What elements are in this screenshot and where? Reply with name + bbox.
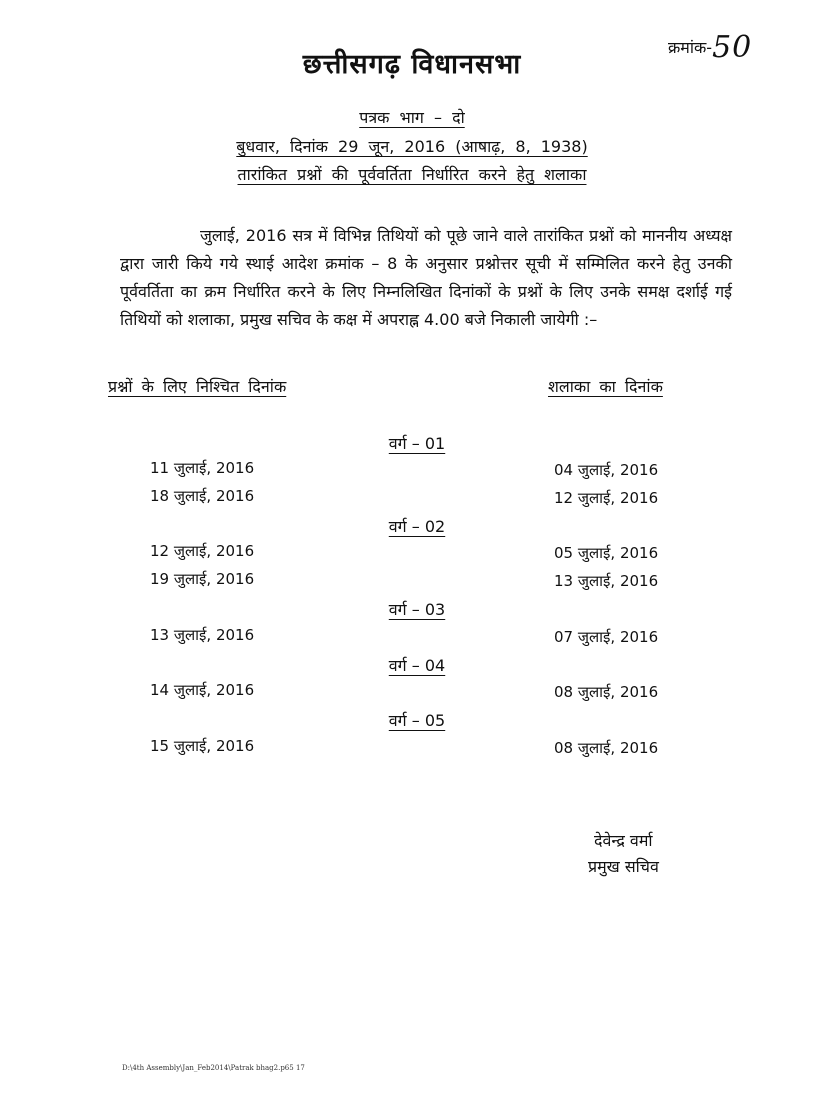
question-date: 12 जुलाई, 2016	[150, 542, 255, 560]
draw-date: 08 जुलाई, 2016	[554, 739, 659, 757]
draw-date: 13 जुलाई, 2016	[554, 572, 659, 590]
question-date: 19 जुलाई, 2016	[150, 570, 255, 588]
signatory-designation: प्रमुख सचिव	[588, 857, 659, 876]
question-date: 13 जुलाई, 2016	[150, 626, 255, 644]
draw-date: 08 जुलाई, 2016	[554, 683, 659, 701]
subtitle	[0, 106, 824, 128]
body-paragraph: जुलाई, 2016 सत्र में विभिन्न तिथियों को पूछे जाने वाले तारांकित प्रश्नों को माननीय अध्यक्ष द्वारा जारी किये गये स्थाई आदेश क्रमांक – 8 के अनुसार प्रश्नोत्तर सूची में सम्मिलित करने हेतु उनकी पूर्ववर्तिता का क्रम निर्धारित करने के लिए निम्नलिखित दिनांकों के प्रश्नों के लिए उनके समक्ष दर्शाई गई तिथियों को शलाका, प्रमुख सचिव के कक्ष में अपराह्न 4.00 बजे निकाली जायेगी :–	[120, 226, 732, 329]
question-date: 15 जुलाई, 2016	[150, 737, 255, 755]
heading	[0, 163, 824, 185]
date-line	[0, 135, 824, 157]
draw-date: 04 जुलाई, 2016	[554, 461, 659, 479]
draw-date: 12 जुलाई, 2016	[554, 489, 659, 507]
group-label: वर्ग – 02	[388, 517, 446, 536]
group-label: वर्ग – 01	[388, 434, 446, 453]
serial-label: क्रमांक-	[668, 38, 713, 57]
signatory-name: देवेन्द्र वर्मा	[594, 831, 653, 850]
footer-file-path: D:\4th Assembly\Jan_Feb2014\Patrak bhag2.p65 17	[122, 1064, 305, 1072]
group-label: वर्ग – 05	[388, 711, 446, 730]
date-line-text: बुधवार, दिनांक 29 जून, 2016 (आषाढ़, 8, 1938)	[236, 137, 588, 156]
group-label: वर्ग – 03	[388, 600, 446, 619]
subtitle-text: पत्रक भाग – दो	[359, 108, 465, 127]
question-date: 18 जुलाई, 2016	[150, 487, 255, 505]
question-date: 14 जुलाई, 2016	[150, 681, 255, 699]
page-title: छत्तीसगढ़ विधानसभा	[302, 49, 522, 80]
group-label: वर्ग – 04	[388, 656, 446, 675]
column-header-question-date: प्रश्नों के लिए निश्चित दिनांक	[108, 377, 287, 396]
column-header-draw-date: शलाका का दिनांक	[548, 377, 663, 396]
draw-date: 07 जुलाई, 2016	[554, 628, 659, 646]
heading-text: तारांकित प्रश्नों की पूर्ववर्तिता निर्धारित करने हेतु शलाका	[237, 165, 587, 184]
question-date: 11 जुलाई, 2016	[150, 459, 255, 477]
serial-value: 50	[712, 30, 753, 65]
draw-date: 05 जुलाई, 2016	[554, 544, 659, 562]
